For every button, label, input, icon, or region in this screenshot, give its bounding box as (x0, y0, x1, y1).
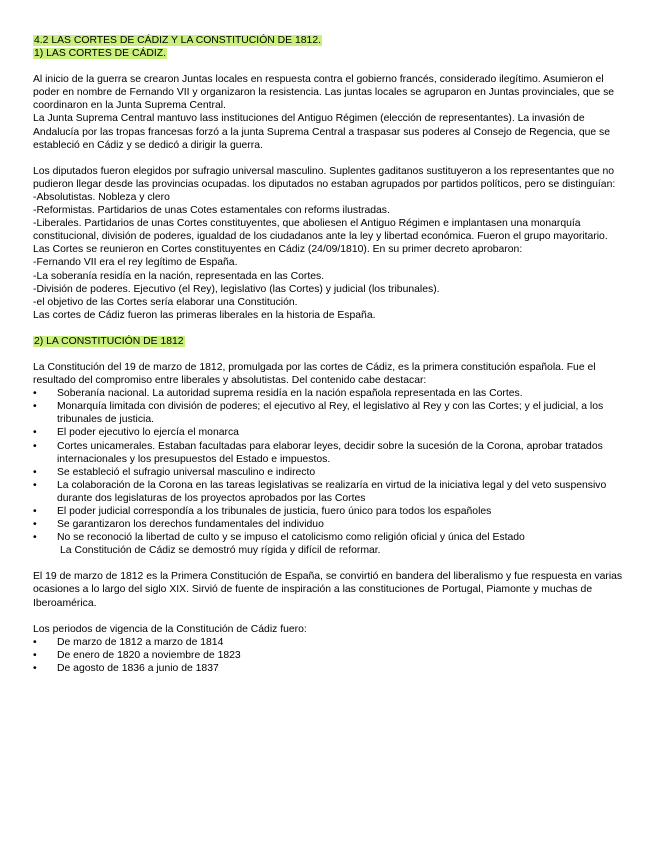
bullet-icon: • (33, 440, 37, 452)
section1-line: -Liberales. Partidarios de unas Cortes constituyentes, que aboliesen el Antiguo Régimen e implantasen una monarquía constitucional, división de poderes, igualdad de los ciudadanos ante la ley y libertad económica. Fueron el grupo mayoritario. (33, 218, 608, 243)
list-item (33, 649, 629, 662)
section1-heading (33, 47, 629, 60)
section1-line: -La soberanía residía en la nación, representada en las Cortes. (33, 270, 325, 282)
bullet-icon: • (33, 388, 37, 400)
list-item-text: Se estableció el sufragio universal masculino e indirecto (57, 466, 316, 478)
document-page (33, 34, 629, 675)
constitution-features-list (33, 387, 629, 544)
section2-history-paragraph: El 19 de marzo de 1812 es la Primera Constitución de España, se convirtió en bandera del liberalismo y fue respuesta en varias ocasiones a lo largo del siglo XIX. Sirvió de fuente de inspiración a las constituciones de Portugal, Piamonte y muchas de Iberoamérica. (33, 571, 623, 609)
list-item (33, 518, 629, 531)
section1-paragraph-3: Los diputados fueron elegidos por sufragio universal masculino. Suplentes gaditanos sustituyeron a los representantes que no pudieron llegar desde las provincias ocupadas. los diputados no estaban agrupados por partidos políticos, pero se distinguían: (33, 165, 616, 190)
periods-list (33, 636, 629, 675)
list-item (33, 479, 629, 505)
bullet-icon: • (33, 662, 37, 674)
list-item-text: Cortes unicamerales. Estaban facultadas para elaborar leyes, decidir sobre la sucesión de la Corona, aprobar tratados internacionales y los presupuestos del Estado e impuestos. (57, 440, 603, 465)
bullet-icon: • (33, 532, 37, 544)
list-item-text: Monarquía limitada con división de poderes; el ejecutivo al Rey, el legislativo al Rey y con las Cortes; y el judicial, a los tribunales de justicia. (57, 401, 604, 426)
bullet-icon: • (33, 427, 37, 439)
bullet-icon: • (33, 401, 37, 413)
section2-heading-text: 2) LA CONSTITUCIÓN DE 1812 (34, 335, 184, 347)
list-item-text: No se reconoció la libertad de culto y se impuso el catolicismo como religión oficial y única del Estado (57, 532, 525, 544)
section1-line: -Fernando VII era el rey legítimo de España. (33, 257, 238, 269)
section1-line: -Reformistas. Partidarios de unas Cotes estamentales con reforms ilustradas. (33, 205, 390, 217)
closing-note: La Constitución de Cádiz se demostró muy rígida y difícil de reformar. (60, 545, 381, 557)
list-item (33, 531, 629, 544)
section1-heading-text: 1) LAS CORTES DE CÁDIZ. (34, 48, 167, 60)
list-item-text: El poder ejecutivo lo ejercía el monarca (57, 427, 239, 439)
spacer (33, 60, 629, 73)
section1-paragraph-1: Al inicio de la guerra se crearon Juntas locales en respuesta contra el gobierno francés, considerado ilegítimo. Asumieron el poder en nombre de Fernando VII y organizaron la resistencia. Las juntas locales se agruparon en Juntas provinciales, que se coordinaron en la Junta Suprema Central. (33, 74, 615, 112)
bullet-icon: • (33, 479, 37, 491)
spacer (33, 152, 629, 165)
spacer (33, 348, 629, 361)
list-item-text: Soberanía nacional. La autoridad suprema residía en la nación española representada en las Cortes. (57, 388, 523, 400)
list-item (33, 387, 629, 400)
list-item-text: De enero de 1820 a noviembre de 1823 (57, 649, 241, 661)
list-item-text: De agosto de 1836 a junio de 1837 (57, 662, 219, 674)
document-title (33, 34, 629, 47)
section1-line: -División de poderes. Ejecutivo (el Rey), legislativo (las Cortes) y judicial (los tribunales). (33, 283, 440, 295)
list-item (33, 426, 629, 439)
spacer (33, 610, 629, 623)
bullet-icon: • (33, 649, 37, 661)
section1-paragraph-2: La Junta Suprema Central mantuvo lass instituciones del Antiguo Régimen (elección de representantes). La invasión de Andalucía por las tropas francesas forzó a la junta Suprema Central a traspasar sus poderes al Consejo de Regencia, que se estableció en Cádiz y se dedicó a dirigir la guerra. (33, 113, 611, 151)
list-item-text: La colaboración de la Corona en las tareas legislativas se realizaría en virtud de la iniciativa legal y del veto suspensivo durante dos legislaturas de los proyectos aprobados por las Cortes (57, 479, 607, 504)
spacer (33, 557, 629, 570)
list-item-text: El poder judicial correspondía a los tribunales de justicia, fuero único para todos los españoles (57, 506, 492, 517)
list-item (33, 440, 629, 466)
list-item (33, 466, 629, 479)
section1-line: Las cortes de Cádiz fueron las primeras liberales en la historia de España. (33, 309, 376, 321)
bullet-icon: • (33, 466, 37, 478)
list-item (33, 662, 629, 675)
list-item (33, 505, 629, 518)
spacer (33, 322, 629, 335)
section1-line: Las Cortes se reunieron en Cortes constituyentes en Cádiz (24/09/1810). En su primer decreto aprobaron: (33, 244, 523, 256)
section2-heading (33, 335, 629, 348)
periods-intro: Los periodos de vigencia de la Constitución de Cádiz fuero: (33, 623, 307, 635)
list-item-text: De marzo de 1812 a marzo de 1814 (57, 636, 224, 648)
section2-intro: La Constitución del 19 de marzo de 1812, promulgada por las cortes de Cádiz, es la primera constitución española. Fue el resultado del compromiso entre liberales y absolutistas. Del contenido cabe destacar: (33, 361, 596, 387)
section1-line: -el objetivo de las Cortes sería elaborar una Constitución. (33, 296, 298, 308)
list-item (33, 400, 629, 426)
document-title-text: 4.2 LAS CORTES DE CÁDIZ Y LA CONSTITUCIÓN DE 1812. (34, 35, 321, 46)
bullet-icon: • (33, 506, 37, 517)
bullet-icon: • (33, 636, 37, 648)
list-item-text: Se garantizaron los derechos fundamentales del individuo (57, 519, 324, 531)
list-item (33, 636, 629, 649)
section1-line: -Absolutistas. Nobleza y clero (33, 191, 170, 203)
bullet-icon: • (33, 519, 37, 531)
